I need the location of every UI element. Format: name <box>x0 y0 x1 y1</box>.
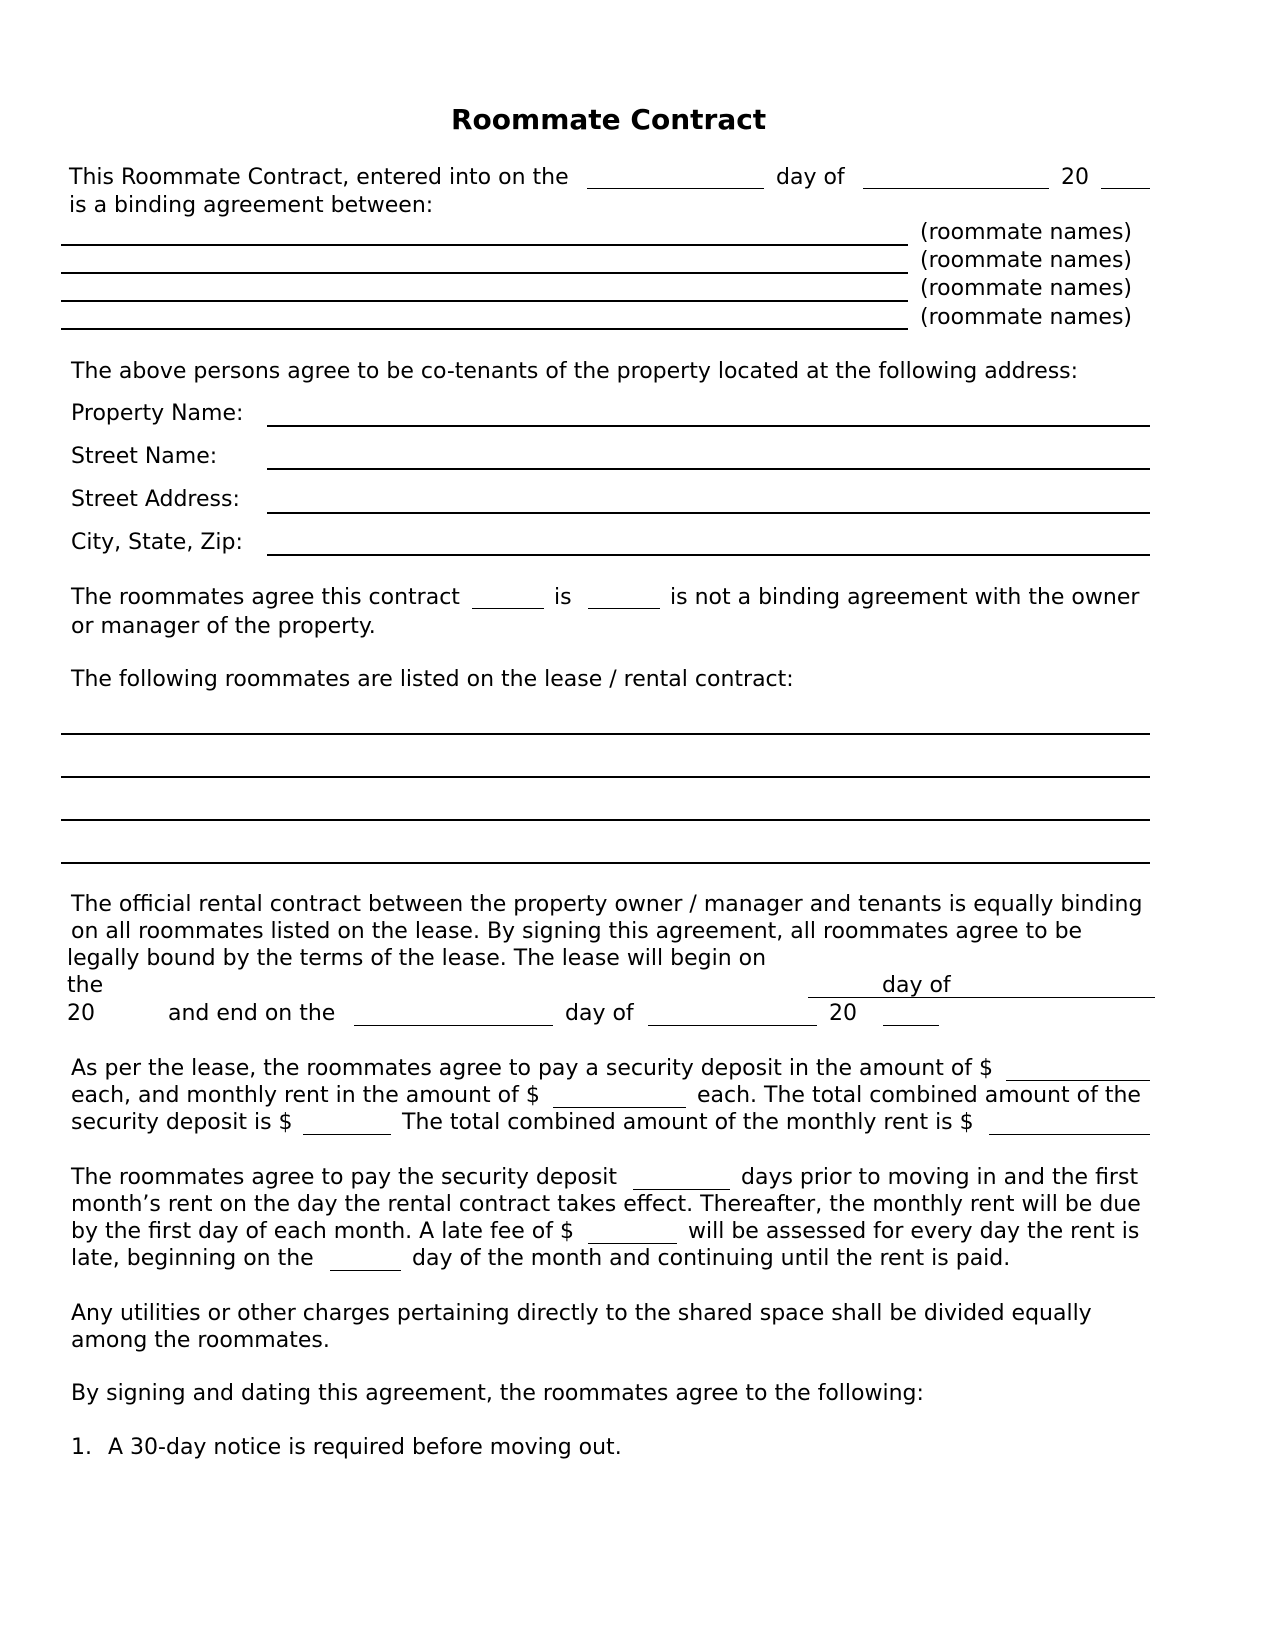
binding-text: The roommates agree this contract <box>71 585 460 610</box>
term-number: 1. <box>71 1435 92 1460</box>
roommate-name-field-1[interactable] <box>61 244 908 246</box>
lease-roommate-field-1[interactable] <box>61 733 1150 735</box>
security-deposit-each-field[interactable] <box>1006 1080 1150 1081</box>
lease-the-label: the <box>67 973 104 998</box>
payment-line-3a: by the first day of each month. A late fee of $ <box>71 1219 574 1244</box>
roommate-name-field-2[interactable] <box>61 272 908 274</box>
binding-text-2: is not a binding agreement with the owner <box>670 585 1140 610</box>
lease-year-prefix: 20 <box>67 1001 95 1026</box>
utilities-line-2: among the roommates. <box>71 1328 330 1353</box>
utilities-line-1: Any utilities or other charges pertaining directly to the shared space shall be divided equally <box>71 1301 1092 1326</box>
late-fee-field[interactable] <box>588 1243 677 1244</box>
lease-list-intro: The following roommates are listed on the lease / rental contract: <box>71 667 794 692</box>
roommate-names-label: (roommate names) <box>920 276 1132 301</box>
deposit-days-prior-field[interactable] <box>633 1189 730 1190</box>
payment-line-1b: days prior to moving in and the first <box>741 1165 1139 1190</box>
deposit-line-3b: The total combined amount of the monthly rent is $ <box>402 1110 974 1135</box>
city-state-zip-field[interactable] <box>267 554 1150 556</box>
lease-roommate-field-2[interactable] <box>61 776 1150 778</box>
lease-end-label: and end on the <box>168 1001 336 1026</box>
contract-day-field[interactable] <box>587 188 764 189</box>
street-address-label: Street Address: <box>71 487 240 512</box>
page-title: Roommate Contract <box>451 103 767 136</box>
lease-end-year-prefix: 20 <box>829 1001 857 1026</box>
lease-paragraph-line-3: legally bound by the terms of the lease. The lease will begin on <box>67 946 767 971</box>
roommate-names-label: (roommate names) <box>920 220 1132 245</box>
agreement-intro: By signing and dating this agreement, the roommates agree to the following: <box>71 1381 924 1406</box>
day-of-label: day of <box>776 165 845 190</box>
lease-day-of-label: day of <box>882 973 951 998</box>
monthly-rent-each-field[interactable] <box>553 1107 686 1108</box>
contract-month-field[interactable] <box>863 188 1049 189</box>
property-name-field[interactable] <box>267 425 1150 427</box>
deposit-line-3a: security deposit is $ <box>71 1110 293 1135</box>
lease-end-month-field[interactable] <box>648 1025 817 1026</box>
roommate-names-label: (roommate names) <box>920 248 1132 273</box>
street-name-label: Street Name: <box>71 444 218 469</box>
payment-line-3b: will be assessed for every day the rent is <box>688 1219 1140 1244</box>
payment-line-1a: The roommates agree to pay the security deposit <box>71 1165 618 1190</box>
lease-roommate-field-4[interactable] <box>61 862 1150 864</box>
lease-end-year-field[interactable] <box>883 1025 939 1026</box>
term-text: A 30-day notice is required before moving out. <box>108 1435 622 1460</box>
binding-text-3: or manager of the property. <box>71 614 376 639</box>
payment-line-4b: day of the month and continuing until the rent is paid. <box>412 1246 1011 1271</box>
street-name-field[interactable] <box>267 468 1150 470</box>
roommate-name-field-4[interactable] <box>61 328 908 330</box>
total-monthly-rent-field[interactable] <box>989 1134 1150 1135</box>
intro-text-2: is a binding agreement between: <box>69 193 434 218</box>
is-not-binding-field[interactable] <box>588 608 660 609</box>
lease-end-day-of-label: day of <box>565 1001 634 1026</box>
deposit-line-2a: each, and monthly rent in the amount of $ <box>71 1083 540 1108</box>
lease-paragraph-line-1: The official rental contract between the property owner / manager and tenants is equally binding <box>71 892 1143 917</box>
is-binding-field[interactable] <box>472 608 544 609</box>
lease-end-day-field[interactable] <box>354 1025 553 1026</box>
lease-roommate-field-3[interactable] <box>61 819 1150 821</box>
property-name-label: Property Name: <box>71 401 244 426</box>
intro-text: This Roommate Contract, entered into on the <box>69 165 569 190</box>
city-state-zip-label: City, State, Zip: <box>71 530 243 555</box>
lease-paragraph-line-2: on all roommates listed on the lease. By signing this agreement, all roommates agree to be <box>71 919 1083 944</box>
deposit-line-2b: each. The total combined amount of the <box>697 1083 1141 1108</box>
year-prefix: 20 <box>1061 165 1089 190</box>
payment-line-4a: late, beginning on the <box>71 1246 314 1271</box>
lease-start-date-field[interactable] <box>808 997 1155 998</box>
deposit-line-1: As per the lease, the roommates agree to pay a security deposit in the amount of $ <box>71 1056 994 1081</box>
street-address-field[interactable] <box>267 512 1150 514</box>
roommate-name-field-3[interactable] <box>61 300 908 302</box>
contract-year-field[interactable] <box>1101 188 1150 189</box>
payment-line-2: month’s rent on the day the rental contract takes effect. Thereafter, the monthly rent will be due <box>71 1192 1141 1217</box>
roommate-names-label: (roommate names) <box>920 305 1132 330</box>
address-intro: The above persons agree to be co-tenants of the property located at the following address: <box>71 359 1079 384</box>
late-start-day-field[interactable] <box>330 1270 401 1271</box>
total-security-deposit-field[interactable] <box>303 1134 391 1135</box>
is-label: is <box>554 585 572 610</box>
